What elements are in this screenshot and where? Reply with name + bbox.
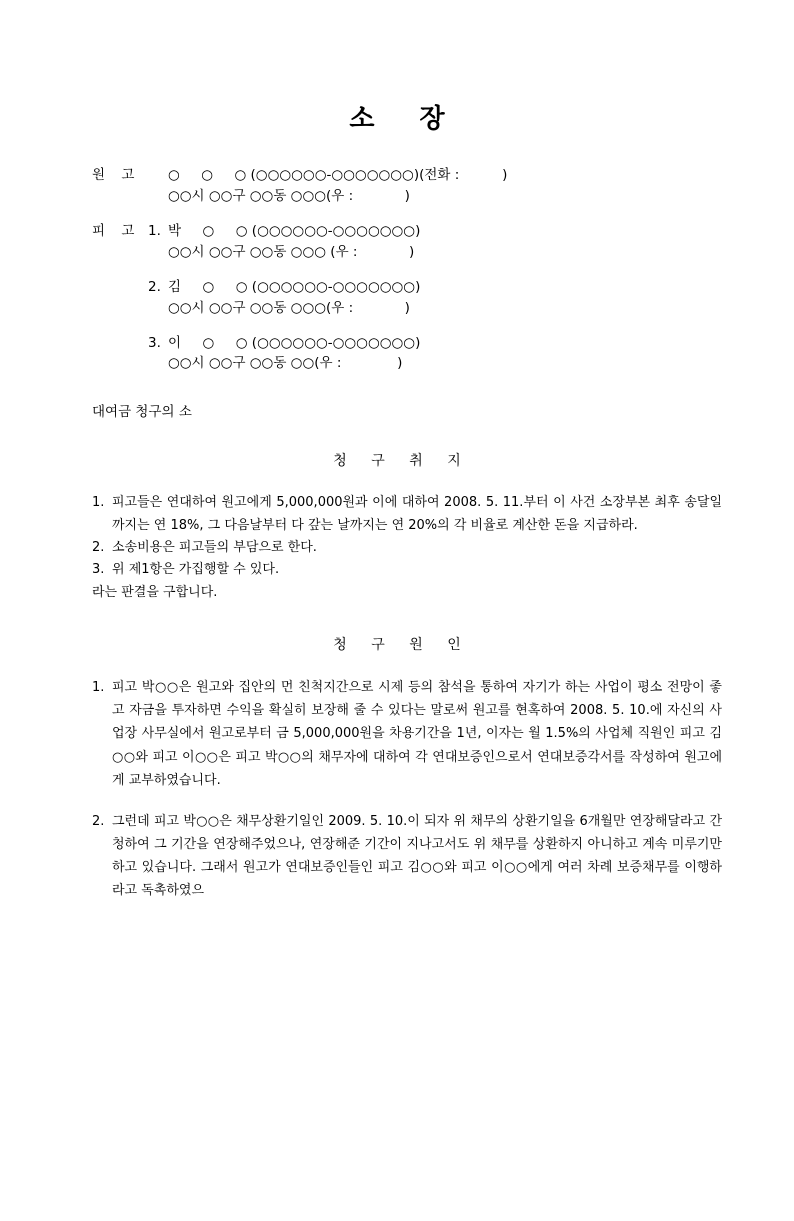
item-text: 피고 박○○은 원고와 집안의 먼 친척지간으로 시제 등의 참석을 통하여 자기가 하는 사업이 평소 전망이 좋고 자금을 투자하면 수익을 확실히 보장해 줄 수 있다는 말로써 원고를 현혹하여 2008. 5. 10.에 자신의 사업장 사무실에서 원고로부터 금 5,000,000원을 차용기간을 1년, 이자는 월 1.5%의 사업체 직원인 피고 김○○와 피고 이○○은 피고 박○○의 채무자에 대하여 각 연대보증인으로서 연대보증각서를 작성하여 원고에게 교부하였습니다. [112,680,722,788]
defendant-row-3 [92,333,734,354]
claim-purpose-item [92,537,722,559]
claim-purpose-closing: 라는 판결을 구합니다. [92,584,218,600]
claim-reason-list [0,676,794,902]
claim-purpose-heading: 청 구 취 지 [333,453,471,470]
item-marker: 1. [92,680,105,696]
claim-purpose-item [92,559,722,581]
case-name: 대여금 청구의 소 [92,404,192,421]
spacer [92,207,734,221]
parties-block [0,165,794,374]
defendant-number-2: 2. [148,278,161,295]
plaintiff-label: 원 고 [92,167,141,183]
defendant-number-3: 3. [148,334,161,351]
item-marker: 3. [92,562,105,578]
defendant-name-2: 김 ○ ○ (○○○○○○-○○○○○○○) [168,278,421,295]
item-text: 위 제1항은 가집행할 수 있다. [112,562,280,578]
item-text: 그런데 피고 박○○은 채무상환기일인 2009. 5. 10.이 되자 위 채무의 상환기일을 6개월만 연장해달라고 간청하여 그 기간을 연장해주었으나, 연장해준 기간이 지나고서도 위 채무를 상환하지 아니하고 계속 미루기만 하고 있습니다. 그래서 원고가 연대보증인들인 피고 김○○와 피고 이○○에게 여러 차례 보증채무를 이행하라고 독촉하였으 [112,813,722,899]
claim-reason-item [92,810,722,903]
plaintiff-name: ○ ○ ○ (○○○○○○-○○○○○○○)(전화 : ) [168,167,508,183]
item-text: 피고들은 연대하여 원고에게 5,000,000원과 이에 대하여 2008. 5. 11.부터 이 사건 소장부본 최후 송달일까지는 연 18%, 그 다음날부터 다 갚는 날까지는 연 20%의 각 비율로 계산한 돈을 지급하라. [112,495,722,533]
defendant-number-1: 1. [148,222,161,239]
item-text: 소송비용은 피고들의 부담으로 한다. [112,540,317,556]
claim-reason-item [92,676,722,792]
spacer [92,319,734,333]
item-marker: 2. [92,540,105,556]
item-marker: 1. [92,495,105,511]
defendant-address-1: ○○시 ○○구 ○○동 ○○○ (우 : ) [168,243,415,260]
defendant-address-2: ○○시 ○○구 ○○동 ○○○(우 : ) [168,299,410,316]
defendant-address-3: ○○시 ○○구 ○○동 ○○(우 : ) [168,355,403,372]
plaintiff-address: ○○시 ○○구 ○○동 ○○○(우 : ) [168,187,410,204]
page-title: 소 장 [349,104,463,134]
defendant-label: 피 고 [92,222,141,239]
defendant-name-1: 박 ○ ○ (○○○○○○-○○○○○○○) [168,222,421,239]
claim-reason-heading: 청 구 원 인 [333,637,471,654]
claim-purpose-list [0,492,794,581]
claim-purpose-item [92,492,722,537]
defendant-row-2 [92,277,734,298]
item-marker: 2. [92,813,105,829]
defendant-row-1 [92,221,734,242]
defendant-name-3: 이 ○ ○ (○○○○○○-○○○○○○○) [168,334,421,351]
spacer [92,263,734,277]
document-page [0,98,794,1221]
plaintiff-row [92,165,734,186]
